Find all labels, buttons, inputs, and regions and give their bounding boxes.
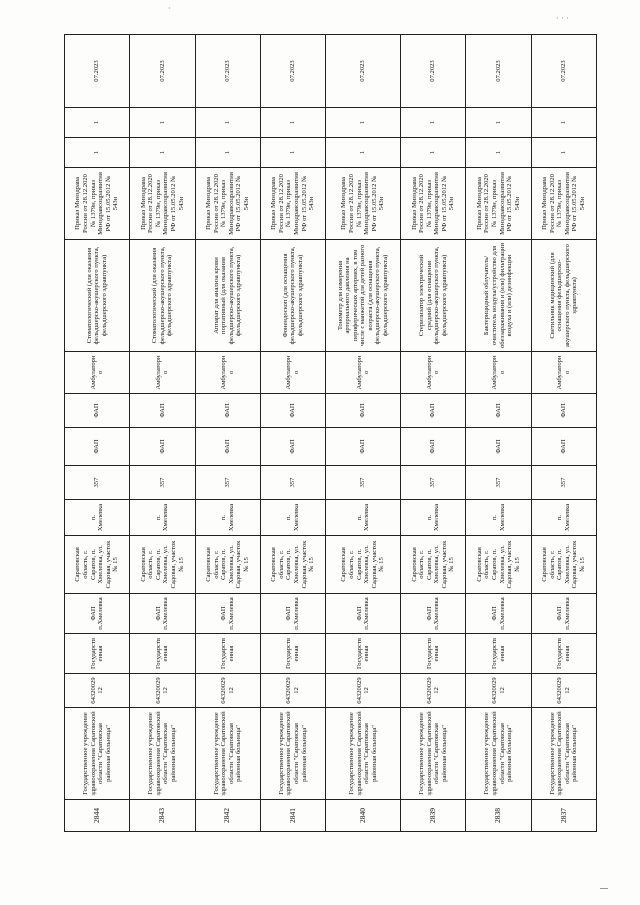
address-cell: Саратовская область, г. Саратов, п. Хмелевка, ул. Садовая, участок № 15	[326, 536, 401, 594]
inn-cell: 6432002912	[65, 674, 130, 708]
population-cell: 357	[401, 466, 466, 500]
facility-subtype-cell: ФАП	[466, 394, 531, 428]
care-mode-cell: Амбулаторно	[260, 352, 325, 394]
population-cell: 357	[65, 466, 130, 500]
institution-name-cell: Государственное учреждение здравоохранения Саратовской области "Саратовская районная больница"	[260, 708, 325, 800]
facility-type-cell: ФАП	[466, 428, 531, 466]
ownership-form-cell: Государственная	[401, 634, 466, 674]
care-mode-cell: Амбулаторно	[65, 352, 130, 394]
legal-basis-cell: Приказ Минздрава России от 28.12.2020 № 1379н, приказ Минздравсоцразвития РФ от 15.05.2012 № 543н	[531, 168, 596, 240]
deadline-date-cell: 07.2023	[531, 35, 596, 108]
facility-type-cell: ФАП	[260, 428, 325, 466]
legal-basis-cell: Приказ Минздрава России от 28.12.2020 № 1379н, приказ Минздравсоцразвития РФ от 15.05.2012 № 543н	[65, 168, 130, 240]
deadline-date-cell: 07.2023	[195, 35, 260, 108]
locality-cell: п. Хмелевка	[401, 500, 466, 536]
facility-type-cell: ФАП	[195, 428, 260, 466]
care-mode-cell: Амбулаторно	[130, 352, 195, 394]
care-mode-cell: Амбулаторно	[195, 352, 260, 394]
care-mode-cell: Амбулаторно	[531, 352, 596, 394]
record-number-cell: 2841	[260, 800, 325, 832]
table-row	[130, 35, 195, 832]
facility-subtype-cell: ФАП	[195, 394, 260, 428]
table-row	[65, 35, 130, 832]
locality-cell: п. Хмелевка	[531, 500, 596, 536]
quantity-actual-cell: 1	[260, 108, 325, 138]
quantity-planned-cell: 1	[195, 138, 260, 168]
address-cell: Саратовская область, г. Саратов, п. Хмелевка, ул. Садовая, участок № 15	[531, 536, 596, 594]
deadline-date-cell: 07.2023	[466, 35, 531, 108]
address-cell: Саратовская область, г. Саратов, п. Хмелевка, ул. Садовая, участок № 15	[65, 536, 130, 594]
equipment-name-cell: Фонендоскоп (для оснащения фельдшерско-акушерского пункта, фельдшерского здравпункта)	[260, 240, 325, 352]
legal-basis-cell: Приказ Минздрава России от 28.12.2020 № 1379н, приказ Минздравсоцразвития РФ от 15.05.2012 № 543н	[195, 168, 260, 240]
facility-subtype-cell: ФАП	[326, 394, 401, 428]
address-cell: Саратовская область, г. Саратов, п. Хмелевка, ул. Садовая, участок № 15	[401, 536, 466, 594]
registry-table-body	[65, 35, 597, 832]
unit-name-cell: ФАП п.Хмелевка	[466, 594, 531, 634]
locality-cell: п. Хмелевка	[260, 500, 325, 536]
institution-name-cell: Государственное учреждение здравоохранения Саратовской области "Саратовская районная больница"	[130, 708, 195, 800]
rotated-table-wrapper	[64, 35, 597, 832]
population-cell: 357	[531, 466, 596, 500]
record-number-cell: 2838	[466, 800, 531, 832]
equipment-name-cell: Стоматологический (для оказания фельдшерско-акушерского пункта, фельдшерского здравпункта)	[65, 240, 130, 352]
inn-cell: 6432002912	[260, 674, 325, 708]
ownership-form-cell: Государственная	[466, 634, 531, 674]
inn-cell: 6432002912	[466, 674, 531, 708]
deadline-date-cell: 07.2023	[65, 35, 130, 108]
equipment-name-cell: Тонометр для измерения артериального давления на периферических артериях, в том числе с манжетой для детей разного возраста (для оснащения фельдшерско-акушерского пункта, фельдшерского здравпункта)	[326, 240, 401, 352]
quantity-actual-cell: 1	[65, 108, 130, 138]
unit-name-cell: ФАП п.Хмелевка	[401, 594, 466, 634]
population-cell: 357	[195, 466, 260, 500]
unit-name-cell: ФАП п.Хмелевка	[65, 594, 130, 634]
unit-name-cell: ФАП п.Хмелевка	[130, 594, 195, 634]
deadline-date-cell: 07.2023	[401, 35, 466, 108]
address-cell: Саратовская область, г. Саратов, п. Хмелевка, ул. Садовая, участок № 15	[260, 536, 325, 594]
care-mode-cell: Амбулаторно	[401, 352, 466, 394]
scan-mark	[600, 888, 608, 889]
population-cell: 357	[260, 466, 325, 500]
population-cell: 357	[326, 466, 401, 500]
facility-type-cell: ФАП	[65, 428, 130, 466]
address-cell: Саратовская область, г. Саратов, п. Хмелевка, ул. Садовая, участок № 15	[466, 536, 531, 594]
inn-cell: 6432002912	[326, 674, 401, 708]
legal-basis-cell: Приказ Минздрава России от 28.12.2020 № 1379н, приказ Минздравсоцразвития РФ от 15.05.2012 № 543н	[401, 168, 466, 240]
table-row	[195, 35, 260, 832]
population-cell: 357	[466, 466, 531, 500]
institution-name-cell: Государственное учреждение здравоохранения Саратовской области "Саратовская районная больница"	[65, 708, 130, 800]
facility-type-cell: ФАП	[326, 428, 401, 466]
deadline-date-cell: 07.2023	[326, 35, 401, 108]
institution-name-cell: Государственное учреждение здравоохранения Саратовской области "Саратовская районная больница"	[531, 708, 596, 800]
unit-name-cell: ФАП п.Хмелевка	[531, 594, 596, 634]
institution-name-cell: Государственное учреждение здравоохранения Саратовской области "Саратовская районная больница"	[466, 708, 531, 800]
inn-cell: 6432002912	[195, 674, 260, 708]
inn-cell: 6432002912	[401, 674, 466, 708]
scan-speck: · · ·	[556, 14, 569, 23]
ownership-form-cell: Государственная	[130, 634, 195, 674]
ownership-form-cell: Государственная	[326, 634, 401, 674]
facility-subtype-cell: ФАП	[260, 394, 325, 428]
locality-cell: п. Хмелевка	[65, 500, 130, 536]
record-number-cell: 2843	[130, 800, 195, 832]
table-row	[401, 35, 466, 832]
registry-table	[64, 34, 597, 832]
locality-cell: п. Хмелевка	[130, 500, 195, 536]
quantity-planned-cell: 1	[531, 138, 596, 168]
legal-basis-cell: Приказ Минздрава России от 28.12.2020 № 1379н, приказ Минздравсоцразвития РФ от 15.05.2012 № 543н	[260, 168, 325, 240]
address-cell: Саратовская область, г. Саратов, п. Хмелевка, ул. Садовая, участок № 15	[195, 536, 260, 594]
equipment-name-cell: Стоматологический (для оказания фельдшерско-акушерского пункта, фельдшерского здравпункта)	[130, 240, 195, 352]
institution-name-cell: Государственное учреждение здравоохранения Саратовской области "Саратовская районная больница"	[401, 708, 466, 800]
quantity-actual-cell: 1	[466, 108, 531, 138]
locality-cell: п. Хмелевка	[326, 500, 401, 536]
quantity-actual-cell: 1	[401, 108, 466, 138]
deadline-date-cell: 07.2023	[130, 35, 195, 108]
record-number-cell: 2839	[401, 800, 466, 832]
unit-name-cell: ФАП п.Хмелевка	[260, 594, 325, 634]
quantity-actual-cell: 1	[130, 108, 195, 138]
record-number-cell: 2842	[195, 800, 260, 832]
quantity-planned-cell: 1	[326, 138, 401, 168]
locality-cell: п. Хмелевка	[195, 500, 260, 536]
inn-cell: 6432002912	[531, 674, 596, 708]
quantity-actual-cell: 1	[531, 108, 596, 138]
facility-subtype-cell: ФАП	[65, 394, 130, 428]
record-number-cell: 2837	[531, 800, 596, 832]
facility-subtype-cell: ФАП	[130, 394, 195, 428]
address-cell: Саратовская область, г. Саратов, п. Хмелевка, ул. Садовая, участок № 15	[130, 536, 195, 594]
facility-type-cell: ФАП	[401, 428, 466, 466]
quantity-actual-cell: 1	[326, 108, 401, 138]
care-mode-cell: Амбулаторно	[466, 352, 531, 394]
facility-subtype-cell: ФАП	[531, 394, 596, 428]
deadline-date-cell: 07.2023	[260, 35, 325, 108]
institution-name-cell: Государственное учреждение здравоохранения Саратовской области "Саратовская районная больница"	[326, 708, 401, 800]
record-number-cell: 2844	[65, 800, 130, 832]
facility-type-cell: ФАП	[531, 428, 596, 466]
unit-name-cell: ФАП п.Хмелевка	[195, 594, 260, 634]
quantity-planned-cell: 1	[260, 138, 325, 168]
quantity-planned-cell: 1	[65, 138, 130, 168]
scan-speck: ·	[168, 4, 171, 13]
quantity-planned-cell: 1	[130, 138, 195, 168]
care-mode-cell: Амбулаторно	[326, 352, 401, 394]
inn-cell: 6432002912	[130, 674, 195, 708]
quantity-planned-cell: 1	[401, 138, 466, 168]
legal-basis-cell: Приказ Минздрава России от 28.12.2020 № 1379н, приказ Минздравсоцразвития РФ от 15.05.2012 № 543н	[326, 168, 401, 240]
ownership-form-cell: Государственная	[260, 634, 325, 674]
table-row	[531, 35, 596, 832]
equipment-name-cell: Светильник медицинский (для оснащения фельдшерско-акушерского пункта, фельдшерского здравпункта)	[531, 240, 596, 352]
unit-name-cell: ФАП п.Хмелевка	[326, 594, 401, 634]
quantity-actual-cell: 1	[195, 108, 260, 138]
equipment-name-cell: Бактерицидный облучатель/очиститель воздуха/устройство для обеззараживания и (или) фильтрации воздуха и (или) дезинфекции	[466, 240, 531, 352]
table-row	[326, 35, 401, 832]
ownership-form-cell: Государственная	[195, 634, 260, 674]
legal-basis-cell: Приказ Минздрава России от 28.12.2020 № 1379н, приказ Минздравсоцразвития РФ от 15.05.2012 № 543н	[130, 168, 195, 240]
locality-cell: п. Хмелевка	[466, 500, 531, 536]
ownership-form-cell: Государственная	[531, 634, 596, 674]
facility-type-cell: ФАП	[130, 428, 195, 466]
table-row	[466, 35, 531, 832]
table-row	[260, 35, 325, 832]
record-number-cell: 2840	[326, 800, 401, 832]
ownership-form-cell: Государственная	[65, 634, 130, 674]
legal-basis-cell: Приказ Минздрава России от 28.12.2020 № 1379н, приказ Минздравсоцразвития РФ от 15.05.2012 № 543н	[466, 168, 531, 240]
equipment-name-cell: Аппарат для анализа крови портативный (для оказания фельдшерско-акушерского пункта, фельдшерского здравпункта)	[195, 240, 260, 352]
population-cell: 357	[130, 466, 195, 500]
institution-name-cell: Государственное учреждение здравоохранения Саратовской области "Саратовская районная больница"	[195, 708, 260, 800]
facility-subtype-cell: ФАП	[401, 394, 466, 428]
equipment-name-cell: Стерилизатор электрический средний (для оснащения фельдшерско-акушерского пункта, фельдшерского здравпункта)	[401, 240, 466, 352]
quantity-planned-cell: 1	[466, 138, 531, 168]
